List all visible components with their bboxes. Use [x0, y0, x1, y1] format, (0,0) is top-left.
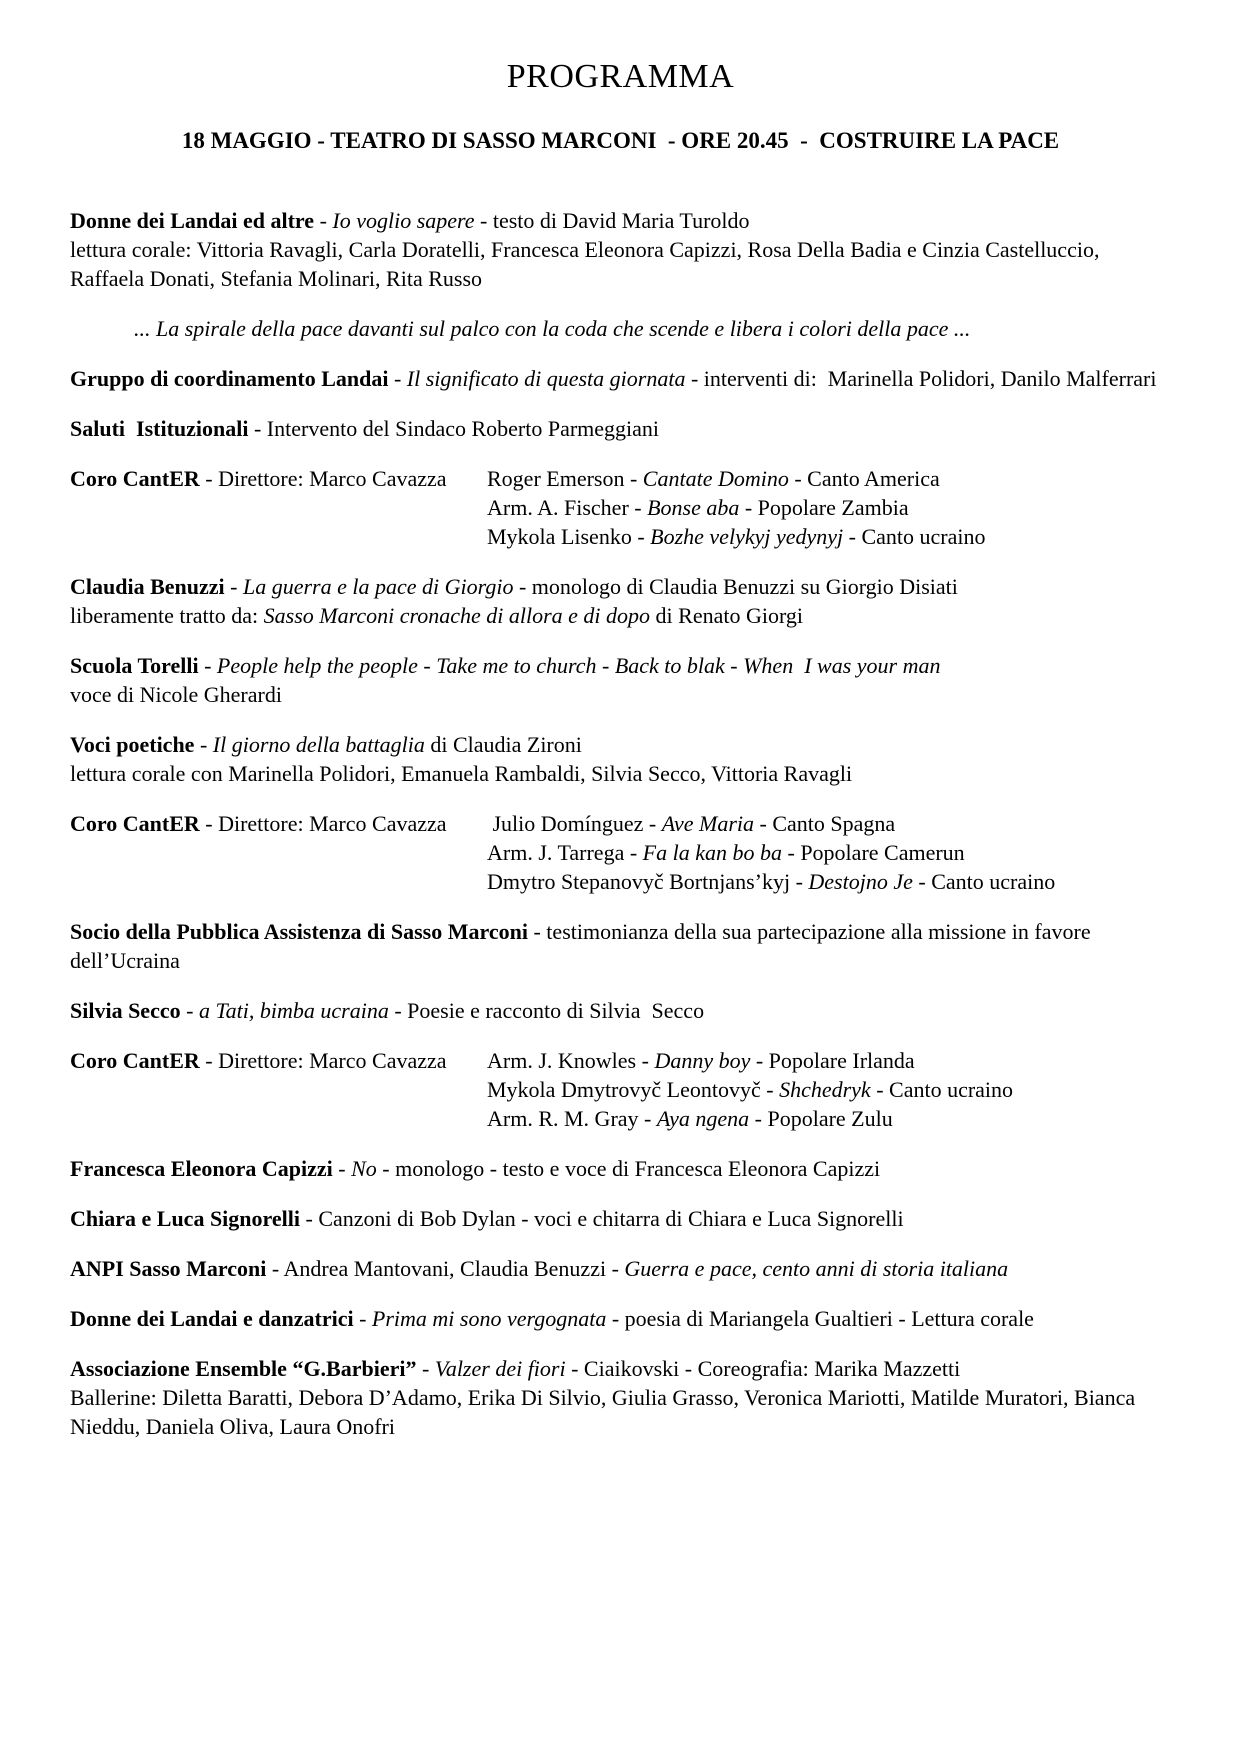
text-line — [70, 1254, 1171, 1283]
text-line — [70, 759, 1171, 788]
text-segment: Il significato di questa giornata — [406, 366, 686, 391]
text-line — [70, 206, 1171, 235]
text-segment: Donne dei Landai e danzatrici — [70, 1306, 354, 1331]
text-segment: Ballerine: Diletta Baratti, Debora D’Adamo, Erika Di Silvio, Giulia Grasso, Veronica Mariotti, Matilde Muratori, Bianca Nieddu, Daniela Oliva, Laura Onofri — [70, 1385, 1141, 1439]
text-segment: Mykola Dmytrovyč Leontovyč - — [487, 1077, 780, 1102]
text-segment: Fa la kan bo ba — [642, 840, 782, 865]
text-segment: Il giorno della battaglia — [212, 732, 425, 757]
text-segment: liberamente tratto da: — [70, 603, 264, 628]
text-segment: - Canto ucraino — [870, 1077, 1014, 1102]
text-segment: Donne dei Landai ed altre — [70, 208, 315, 233]
text-segment: Valzer dei fiori — [434, 1356, 566, 1381]
text-line — [70, 917, 1171, 975]
text-segment: - — [224, 574, 243, 599]
text-segment: ANPI Sasso Marconi — [70, 1256, 267, 1281]
coro-left — [70, 464, 487, 493]
coro-song-line — [487, 809, 1171, 838]
text-segment: ... La spirale della pace davanti sul palco con la coda che scende e libera i colori della pace ... — [134, 316, 971, 341]
text-segment: Arm. R. M. Gray - — [487, 1106, 657, 1131]
text-segment: Claudia Benuzzi — [70, 574, 225, 599]
text-segment: Voci poetiche — [70, 732, 195, 757]
program-item-coro — [70, 464, 1171, 551]
program-item — [70, 996, 1171, 1025]
text-segment: Roger Emerson - — [487, 466, 643, 491]
text-segment: People help the people - Take me to church - Back to blak - When I was your man — [216, 653, 941, 678]
program-item — [70, 651, 1171, 709]
text-segment: - Popolare Irlanda — [750, 1048, 915, 1073]
program-item — [70, 1354, 1171, 1441]
text-segment: Ave Maria — [661, 811, 755, 836]
text-line — [70, 572, 1171, 601]
program-list — [70, 206, 1171, 1441]
program-item — [70, 364, 1171, 393]
text-line — [70, 601, 1171, 630]
text-segment: Arm. J. Knowles - — [487, 1048, 655, 1073]
program-item — [70, 730, 1171, 788]
text-segment: No — [351, 1156, 377, 1181]
text-line — [70, 1354, 1171, 1383]
text-segment: Destojno Je — [808, 869, 913, 894]
coro-right — [487, 464, 1171, 551]
text-segment: - poesia di Mariangela Gualtieri - Lettura corale — [606, 1306, 1034, 1331]
text-line — [70, 730, 1171, 759]
text-segment: - Canto ucraino — [912, 869, 1056, 894]
text-segment: di Renato Giorgi — [650, 603, 803, 628]
coro-song-line — [487, 867, 1171, 896]
text-segment: - interventi di: Marinella Polidori, Danilo Malferrari — [685, 366, 1157, 391]
text-segment: Bozhe velykyj yedynyj — [650, 524, 844, 549]
text-line — [70, 1154, 1171, 1183]
text-segment: lettura corale: Vittoria Ravagli, Carla Doratelli, Francesca Eleonora Capizzi, Rosa Della Badia e Cinzia Castelluccio, Raffaela Donati, Stefania Molinari, Rita Russo — [70, 237, 1105, 291]
text-segment: - — [416, 1356, 435, 1381]
text-segment: - — [332, 1156, 352, 1181]
text-segment: Shchedryk — [779, 1077, 871, 1102]
text-line — [70, 1383, 1171, 1441]
coro-right — [487, 809, 1171, 896]
program-item — [70, 1304, 1171, 1333]
text-segment: - testimonianza della sua partecipazione alla missione in favore dell’Ucraina — [70, 919, 1097, 973]
coro-left — [70, 1046, 487, 1075]
text-segment: - Direttore: Marco Cavazza — [199, 466, 447, 491]
text-segment: Guerra e pace, cento anni di storia italiana — [624, 1256, 1009, 1281]
text-line — [70, 414, 1171, 443]
program-item — [70, 572, 1171, 630]
text-segment: Silvia Secco — [70, 998, 181, 1023]
text-segment: Aya ngena — [656, 1106, 750, 1131]
text-segment: voce di Nicole Gherardi — [70, 682, 282, 707]
text-segment: - Poesie e racconto di Silvia Secco — [388, 998, 705, 1023]
text-segment: - testo di David Maria Turoldo — [474, 208, 750, 233]
program-item — [70, 917, 1171, 975]
text-segment: - Canto America — [788, 466, 940, 491]
text-segment: - Canzoni di Bob Dylan - voci e chitarra di Chiara e Luca Signorelli — [300, 1206, 904, 1231]
text-segment: - — [180, 998, 199, 1023]
coro-song-line — [487, 1104, 1171, 1133]
program-item — [70, 1204, 1171, 1233]
program-item — [70, 206, 1171, 293]
text-segment: - — [388, 366, 407, 391]
coro-song-line — [487, 838, 1171, 867]
text-segment: La guerra e la pace di Giorgio — [242, 574, 514, 599]
text-segment: - Intervento del Sindaco Roberto Parmeggiani — [248, 416, 660, 441]
text-segment: Arm. J. Tarrega - — [487, 840, 643, 865]
text-line — [70, 1204, 1171, 1233]
coro-song-line — [487, 1075, 1171, 1104]
text-segment: lettura corale con Marinella Polidori, Emanuela Rambaldi, Silvia Secco, Vittoria Ravagli — [70, 761, 853, 786]
text-segment: Arm. A. Fischer - — [487, 495, 648, 520]
text-segment: - Direttore: Marco Cavazza — [199, 1048, 447, 1073]
text-segment: - Popolare Camerun — [782, 840, 965, 865]
text-line — [70, 996, 1171, 1025]
text-segment: Francesca Eleonora Capizzi — [70, 1156, 333, 1181]
text-segment: Io voglio sapere — [332, 208, 475, 233]
page-title: PROGRAMMA — [506, 58, 735, 95]
text-segment: Prima mi sono vergognata — [371, 1306, 607, 1331]
coro-left — [70, 809, 487, 838]
text-segment: Dmytro Stepanovyč Bortnjans’kyj - — [487, 869, 809, 894]
text-segment: Bonse aba — [647, 495, 740, 520]
text-segment: - Popolare Zambia — [739, 495, 909, 520]
text-segment: Cantate Domino — [642, 466, 789, 491]
text-segment: Gruppo di coordinamento Landai — [70, 366, 389, 391]
text-segment: Coro CantER — [70, 466, 200, 491]
text-segment: - Canto Spagna — [754, 811, 896, 836]
text-segment: di Claudia Zironi — [424, 732, 582, 757]
coro-song-line — [487, 1046, 1171, 1075]
quote-line — [70, 314, 1171, 343]
text-segment: Julio Domínguez - — [487, 811, 662, 836]
text-segment: Mykola Lisenko - — [487, 524, 651, 549]
text-segment: Sasso Marconi cronache di allora e di dopo — [263, 603, 651, 628]
text-segment: Danny boy — [654, 1048, 751, 1073]
coro-right — [487, 1046, 1171, 1133]
text-segment: Saluti Istituzionali — [70, 416, 249, 441]
text-segment: - Canto ucraino — [843, 524, 986, 549]
program-item-coro — [70, 1046, 1171, 1133]
text-segment: Coro CantER — [70, 1048, 200, 1073]
page-subtitle: 18 MAGGIO - TEATRO DI SASSO MARCONI - ORE 20.45 - COSTRUIRE LA PACE — [181, 128, 1060, 153]
text-segment: - monologo di Claudia Benuzzi su Giorgio Disiati — [513, 574, 958, 599]
text-segment: - — [198, 653, 217, 678]
text-line — [70, 364, 1171, 393]
program-item — [70, 1254, 1171, 1283]
program-item-coro — [70, 809, 1171, 896]
text-segment: Socio della Pubblica Assistenza di Sasso Marconi — [70, 919, 528, 944]
text-segment: - Ciaikovski - Coreografia: Marika Mazzetti — [565, 1356, 961, 1381]
text-segment: - — [353, 1306, 372, 1331]
text-line — [70, 680, 1171, 709]
coro-song-line — [487, 522, 1171, 551]
text-segment: Chiara e Luca Signorelli — [70, 1206, 300, 1231]
text-line — [70, 1304, 1171, 1333]
text-segment: - — [314, 208, 333, 233]
text-line — [134, 314, 1171, 343]
text-segment: Associazione Ensemble “G.Barbieri” — [70, 1356, 417, 1381]
text-segment: - Direttore: Marco Cavazza — [199, 811, 447, 836]
text-segment: Scuola Torelli — [70, 653, 199, 678]
program-item — [70, 1154, 1171, 1183]
text-line — [70, 235, 1171, 293]
coro-song-line — [487, 493, 1171, 522]
program-item — [70, 414, 1171, 443]
text-segment: Coro CantER — [70, 811, 200, 836]
text-line — [70, 651, 1171, 680]
coro-song-line — [487, 464, 1171, 493]
text-segment: - Andrea Mantovani, Claudia Benuzzi - — [266, 1256, 625, 1281]
text-segment: - Popolare Zulu — [749, 1106, 893, 1131]
text-segment: - — [194, 732, 213, 757]
text-segment: - monologo - testo e voce di Francesca Eleonora Capizzi — [376, 1156, 881, 1181]
text-segment: a Tati, bimba ucraina — [198, 998, 389, 1023]
